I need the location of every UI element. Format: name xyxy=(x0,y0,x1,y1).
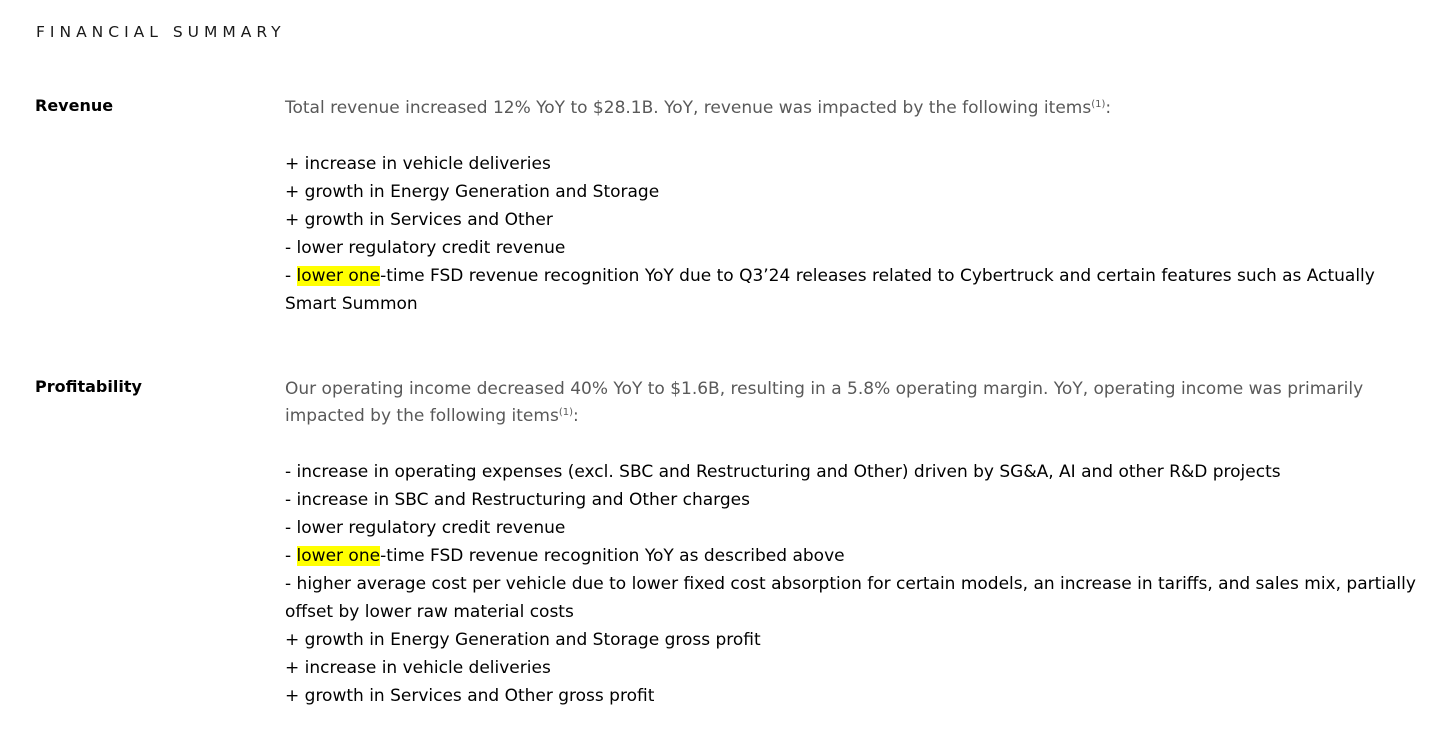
document-title: FINANCIAL SUMMARY xyxy=(36,23,286,41)
revenue-intro-colon: : xyxy=(1105,98,1112,118)
profitability-items-list xyxy=(285,458,1420,710)
profitability-section-label: Profitability xyxy=(35,377,142,396)
item-text: -time FSD revenue recognition YoY due to Q3’24 releases related to Cybertruck and certain features such as Actually Smart Summon xyxy=(285,266,1375,314)
footnote-marker: (1) xyxy=(1091,99,1106,110)
revenue-intro xyxy=(285,94,1420,122)
list-item: + increase in vehicle deliveries xyxy=(285,154,551,174)
item-prefix: - xyxy=(285,266,297,286)
list-item: + increase in vehicle deliveries xyxy=(285,658,551,678)
revenue-intro-text: Total revenue increased 12% YoY to $28.1B. YoY, revenue was impacted by the following items xyxy=(285,98,1092,118)
revenue-section-label: Revenue xyxy=(35,96,114,115)
list-item: - lower regulatory credit revenue xyxy=(285,518,566,538)
list-item xyxy=(285,262,1420,318)
list-item: + growth in Services and Other gross profit xyxy=(285,686,655,706)
highlighted-text: lower one xyxy=(296,266,381,286)
list-item: - lower regulatory credit revenue xyxy=(285,238,566,258)
list-item: + growth in Energy Generation and Storage xyxy=(285,182,660,202)
profitability-intro-colon: : xyxy=(572,406,579,426)
item-text: -time FSD revenue recognition YoY as described above xyxy=(380,546,845,566)
profitability-intro xyxy=(285,376,1420,430)
highlighted-text: lower one xyxy=(296,546,381,566)
item-prefix: - xyxy=(285,546,297,566)
revenue-items-list xyxy=(285,150,1420,318)
list-item: + growth in Energy Generation and Storage gross profit xyxy=(285,630,761,650)
revenue-section-body xyxy=(285,94,1420,318)
list-item: - higher average cost per vehicle due to lower fixed cost absorption for certain models, an increase in tariffs, and sales mix, partially offset by lower raw material costs xyxy=(285,574,1416,622)
profitability-section-body xyxy=(285,376,1420,710)
footnote-marker: (1) xyxy=(558,407,573,418)
list-item: - increase in operating expenses (excl. SBC and Restructuring and Other) driven by SG&A, AI and other R&D projects xyxy=(285,462,1281,482)
list-item xyxy=(285,542,1420,570)
profitability-intro-text: Our operating income decreased 40% YoY to $1.6B, resulting in a 5.8% operating margin. YoY, operating income was primarily impacted by the following items xyxy=(285,379,1364,426)
list-item: + growth in Services and Other xyxy=(285,210,553,230)
list-item: - increase in SBC and Restructuring and Other charges xyxy=(285,490,750,510)
